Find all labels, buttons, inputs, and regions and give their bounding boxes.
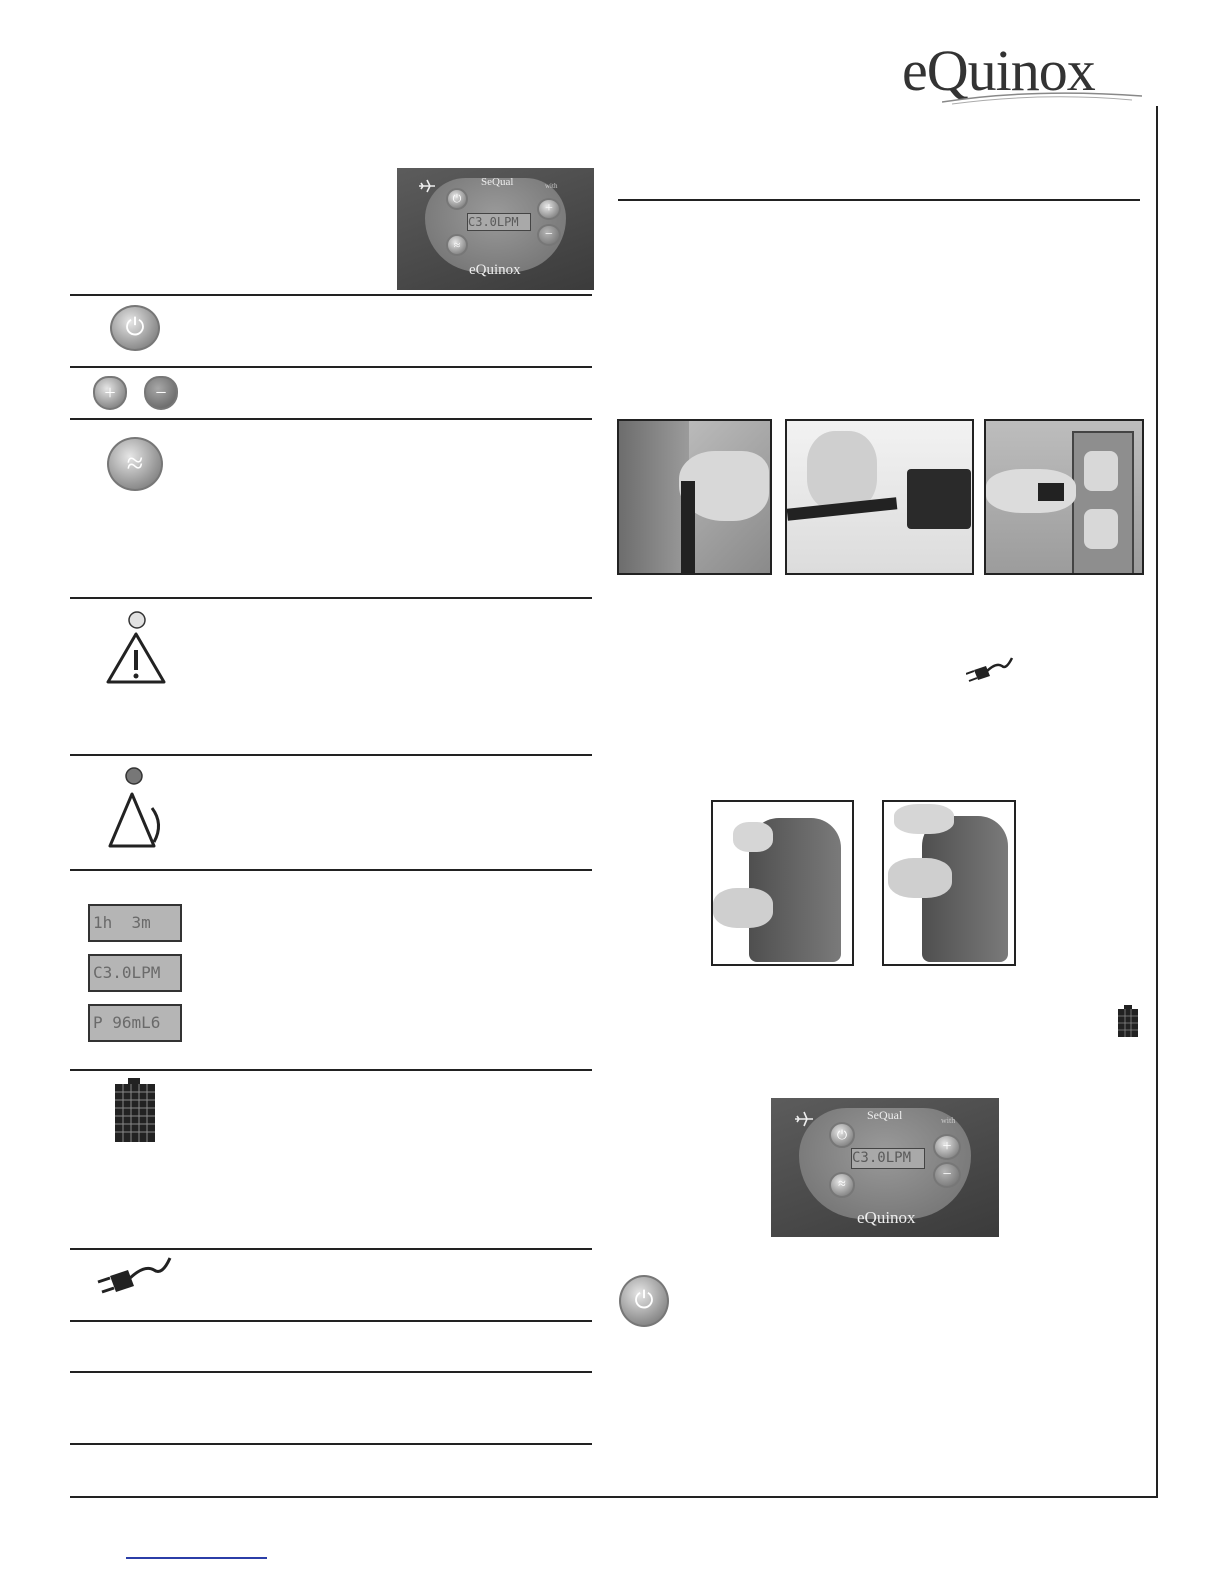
photo-plug-into-outlet [984,419,1144,575]
row-rule [70,418,592,420]
panel-display: C3.0LPM [467,213,531,231]
control-panel-photo [397,168,594,290]
alarm-light-icon [104,766,168,850]
brand-logo [902,36,1142,106]
row-rule [70,754,592,756]
panel-plus-button-large[interactable]: + [933,1134,961,1160]
panel-small-label-large: with [941,1116,956,1125]
photo-battery-insert-1 [711,800,854,966]
control-panel-photo-large [771,1098,999,1237]
panel-flow-button[interactable]: ≈ [446,234,468,256]
battery-icon-inline [1117,1005,1139,1037]
brand-logo-text: eQuinox [902,38,1095,103]
right-column-rule [618,199,1140,201]
row-rule [70,366,592,368]
panel-power-button[interactable]: ⏻ [446,188,468,210]
panel-plus-button[interactable]: + [537,198,561,220]
row-rule [70,1248,592,1250]
panel-minus-button[interactable]: − [537,224,561,246]
page-bottom-rule [70,1496,1158,1498]
plus-button-icon: + [93,376,127,410]
panel-brand-top-large: SeQual [867,1108,903,1122]
display-flow-setting: C3.0LPM [88,954,182,992]
battery-icon [114,1078,156,1144]
panel-small-label: with [545,182,558,190]
panel-brand-bottom-large: eQuinox [857,1208,916,1227]
row-rule [70,869,592,871]
row-rule [70,597,592,599]
power-button-icon-right: ⏻ [619,1275,669,1327]
row-rule [70,1371,592,1373]
row-rule [70,1320,592,1322]
footer-link-underline[interactable] [126,1557,267,1559]
ac-plug-icon-inline [966,656,1014,686]
row-rule [70,1069,592,1071]
photo-cord-into-adapter [785,419,974,575]
airplane-icon-large [793,1110,815,1128]
photo-cord-into-unit [617,419,772,575]
panel-display-large: C3.0LPM [851,1148,925,1169]
minus-button-icon: − [144,376,178,410]
panel-brand-top: SeQual [481,176,514,188]
power-button-icon: ⏻ [110,305,160,351]
panel-power-button-large[interactable]: ⏻ [829,1122,855,1148]
ac-plug-icon [96,1254,176,1300]
display-battery-time: 1h 3m [88,904,182,942]
logo-swoosh [942,90,1142,106]
panel-brand-bottom: eQuinox [469,262,521,278]
display-pulse-volume: P 96mL6 [88,1004,182,1042]
alert-warning-icon [104,608,168,688]
airplane-icon [417,178,437,194]
panel-minus-button-large[interactable]: − [933,1162,961,1188]
photo-battery-insert-2 [882,800,1016,966]
row-rule [70,294,592,296]
flow-setting-icon: ≈ [107,437,163,491]
page-right-rule [1156,106,1158,1498]
row-rule [70,1443,592,1445]
panel-flow-button-large[interactable]: ≈ [829,1172,855,1198]
